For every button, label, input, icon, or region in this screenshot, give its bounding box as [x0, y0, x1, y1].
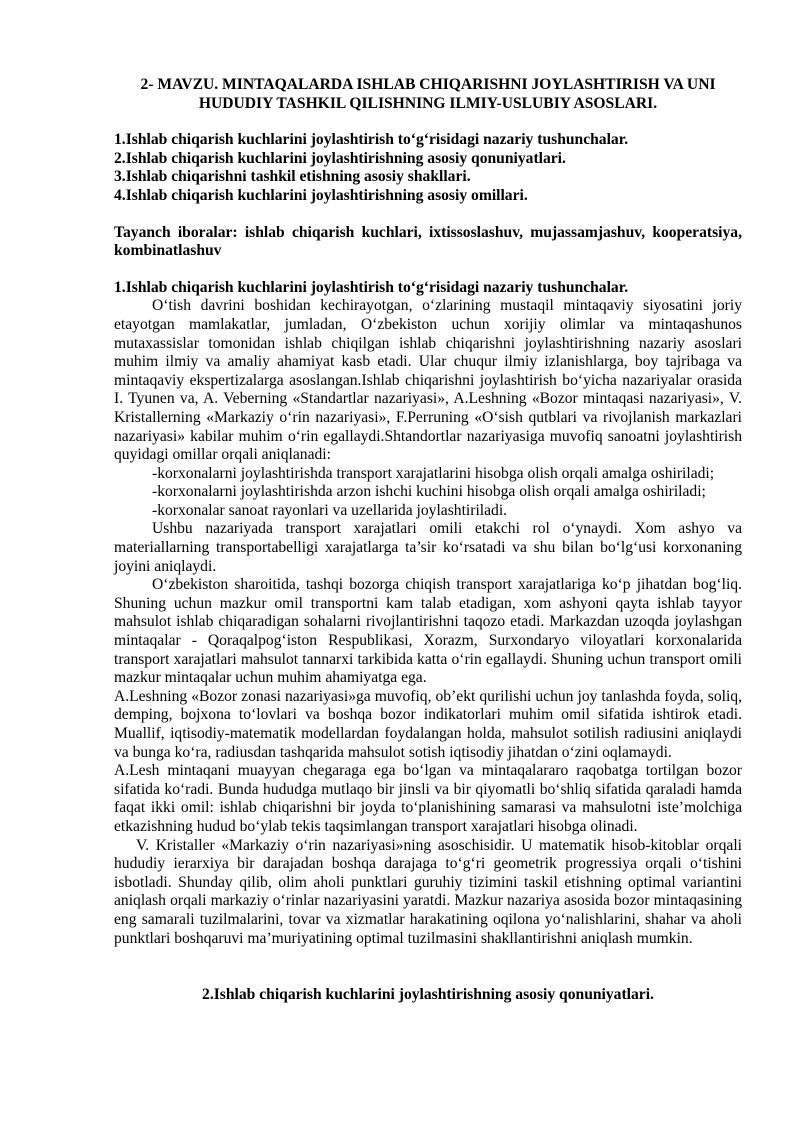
bullet-item: -korxonalar sanoat rayonlari va uzellarida joylashtiriladi.	[152, 501, 508, 519]
paragraph: O‘zbekiston sharoitida, tashqi bozorga chiqish transport xarajatlariga ko‘p jihatdan bog‘liq. Shuning uchun mazkur omil transportni kam talab etadigan, xom ashyoni qayta ishlab tayyor mahsulot ishlab chiqaradigan sohalarni rivojlantirishni taqozo etadi. Markazdan uzoqda joylashgan mintaqalar - Qoraqalpog‘iston Respublikasi, Xorazm, Surxondaryo viloyatlari korxonalarida transport xarajatlari mahsulot tannarxi tarkibida katta o‘rin egallaydi. Shuning uchun transport omili mazkur mintaqalar uchun muhim ahamiyatga ega.	[114, 576, 742, 687]
paragraph: A.Leshning «Bozor zonasi nazariyasi»ga muvofiq, ob’ekt qurilishi uchun joy tanlashda foyda, soliq, demping, bojxona to‘lovlari va boshqa bozor indikatorlari muhim omil sifatida ishtirok etadi. Muallif, iqtisodiy-matematik modellardan foydalangan holda, mahsulot sotilish radiusini aniqlaydi va bunga ko‘ra, radiusdan tashqarida mahsulot sotish iqtisodiy jihatdan o‘zini oqlamaydi.	[114, 687, 742, 761]
topic-item: 4.Ishlab chiqarish kuchlarini joylashtirishning asosiy omillari.	[114, 186, 528, 204]
section1-heading: 1.Ishlab chiqarish kuchlarini joylashtirish to‘g‘risidagi nazariy tushunchalar.	[114, 278, 629, 296]
paragraph: O‘tish davrini boshidan kechirayotgan, o‘zlarining mustaqil mintaqaviy siyosatini joriy etayotgan mamlakatlar, jumladan, O‘zbekiston uchun xorijiy olimlar va mintaqashunos mutaxassislar tomonidan ishlab chiqilgan ishlab chiqarishni joylashtirishning nazariy asoslari muhim ilmiy va amaliy ahamiyat kasb etadi. Ular chuqur ilmiy izlanishlarga, boy tajribaga va mintaqaviy ekspertizalarga asoslangan.Ishlab chiqarishni joylashtirish bo‘yicha nazariyalar orasida I. Tyunen va, A. Veberning «Standartlar nazariyasi», A.Leshning «Bozor mintaqasi nazariyasi», V. Kristallerning «Markaziy o‘rin nazariyasi», F.Perruning «O‘sish qutblari va rivojlanish markazlari nazariyasi» kabilar muhim o‘rin egallaydi.Shtandortlar nazariyasiga muvofiq sanoatni joylashtirish quyidagi omillar orqali aniqlanadi:	[114, 297, 742, 464]
document-page	[114, 76, 742, 1005]
paragraph: A.Lesh mintaqani muayyan chegaraga ega bo‘lgan va mintaqalararo raqobatga tortilgan bozor sifatida ko‘radi. Bunda hududga mutlaqo bir jinsli va bir qiyomatli bo‘shliq sifatida qaraladi hamda faqat ikki omil: ishlab chiqarishni bir joyda to‘planishining samarasi va mahsulotni iste’molchiga etkazishning hudud bo‘ylab tekis taqsimlangan transport xarajatlari hisobga olinadi.	[114, 762, 742, 835]
bullet-item: -korxonalarni joylashtirishda arzon ishchi kuchini hisobga olish orqali amalga oshiriladi;	[152, 483, 706, 501]
topic-item: 1.Ishlab chiqarish kuchlarini joylashtirish to‘g‘risidagi nazariy tushunchalar.	[114, 131, 629, 149]
topic-item: 3.Ishlab chiqarishni tashkil etishning asosiy shakllari.	[114, 168, 471, 186]
paragraph: V. Kristaller «Markaziy o‘rin nazariyasi»ning asoschisidir. U matematik hisob-kitoblar orqali hududiy ierarxiya bir darajadan boshqa darajaga to‘g‘ri geometrik progressiya orqali o‘tishini isbotladi. Shunday qilib, olim aholi punktlari guruhiy tizimini taskil etishning optimal variantini aniqlash orqali markaziy o‘rinlar nazariyasini yaratdi. Mazkur nazariya asosida bozor mintaqasining eng samarali tuzilmalarini, tovar va xizmatlar harakatining oqilona yo‘nalishlarini, shahar va aholi punktlari boshqaruvi ma’muriyatining optimal tuzilmasini shakllantirishni aniqlash mumkin.	[114, 836, 742, 947]
section2-heading: 2.Ishlab chiqarish kuchlarini joylashtirishning asosiy qonuniyatlari.	[202, 986, 654, 1004]
document-title: 2- MAVZU. MINTAQALARDA ISHLAB CHIQARISHNI JOYLASHTIRISH VA UNI HUDUDIY TASHKIL QILISHNING ILMIY-USLUBIY ASOSLARI.	[140, 76, 716, 112]
bullet-item: -korxonalarni joylashtirishda transport xarajatlarini hisobga olish orqali amalga oshiriladi;	[152, 464, 715, 482]
topic-item: 2.Ishlab chiqarish kuchlarini joylashtirishning asosiy qonuniyatlari.	[114, 149, 566, 167]
paragraph: Ushbu nazariyada transport xarajatlari omili etakchi rol o‘ynaydi. Xom ashyo va materiallarning transportabelligi xarajatlarga ta’sir ko‘rsatadi va shu bilan bo‘lg‘usi korxonaning joyini aniqlaydi.	[114, 520, 742, 575]
keywords: Tayanch iboralar: ishlab chiqarish kuchlari, ixtissoslashuv, mujassamjashuv, kooperatsiya, kombinatlashuv	[114, 223, 742, 260]
topic-list	[114, 131, 742, 205]
